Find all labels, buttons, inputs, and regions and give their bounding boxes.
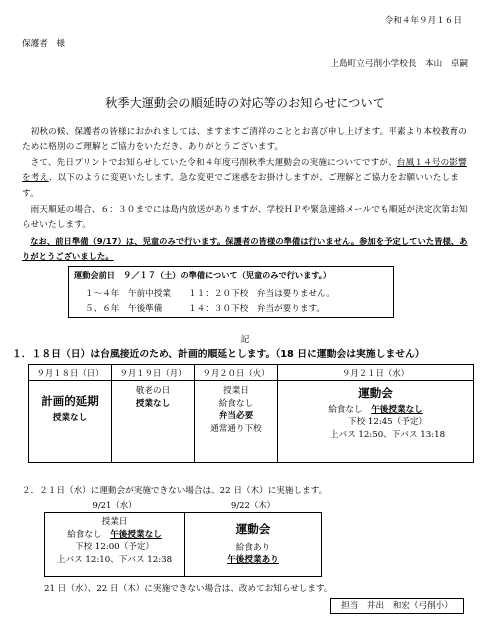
paragraph-prep-notice: なお、前日準備（9/17）は、児童のみで行います。保護者の皆様の準備は行いません。参加を予定していた皆様、ありがとうございました。 — [22, 236, 468, 262]
paragraph-rain: 雨天順延の場合、６：３０までには島内放送がありますが、学校ＨＰや緊急連絡メールでも順延が決定次第お知らせいたします。 — [22, 205, 468, 231]
date-cell-9-22: 9/22（木） — [231, 499, 275, 510]
schedule-body-row — [29, 381, 474, 463]
date-cell-18: ９月１８日（日） — [29, 365, 112, 381]
prep-line-1: １～４年 午前中授業 １１：２０下校 弁当は要りません。 — [85, 289, 335, 299]
prep-line-2: ５、６年 午後準備 １４：３０下校 弁当が要ります。 — [85, 304, 325, 314]
section2-note: 21 日（水）、22 日（木）に実施できない場合は、改めてお知らせします。 — [44, 584, 333, 594]
paragraph-greeting: 初秋の候、保護者の皆様におかれましては、ますますご清祥のこととお喜び申し上げます。平素より本校教育のために格別のご理解とご協力をいただき、ありがとうございます。 — [22, 127, 468, 153]
date-cell-19: ９月１９日（月） — [112, 365, 195, 381]
document-title: 秋季大運動会の順延時の対応等のお知らせについて — [105, 96, 385, 110]
plan-cell-19: 敬老の日 授業なし — [112, 381, 195, 463]
section2-heading: ２．２１日（水）に運動会が実施できない場合は、22 日（木）に実施します。 — [22, 486, 328, 496]
contact-box — [330, 598, 464, 614]
plan-cell-20: 授業日 給食なし 弁当必要 通常通り下校 — [195, 381, 278, 463]
typhoon-note: 台風１４号の影響を考え — [22, 158, 467, 184]
date-cell-9-21: 9/21（水） — [92, 499, 137, 510]
plan-cell-21: 運動会 給食なし 午後授業なし 下校 12:45（予定） 上バス 12:50、下バス 13:18 — [278, 381, 474, 463]
ki-mark: 記 — [240, 335, 250, 345]
plan-cell-18: 計画的延期 授業なし — [29, 381, 112, 463]
postpone-body-row — [45, 513, 322, 577]
prep-box-title: 運動会前日 ９／１７（土）の準備について（児童のみで行います。） — [74, 270, 332, 280]
recipient: 保護者 様 — [22, 39, 65, 49]
postpone-table — [44, 497, 322, 577]
schedule-header-row — [29, 365, 474, 381]
date-cell-20: ９月２０日（火） — [195, 365, 278, 381]
prep-box — [68, 266, 394, 318]
postpone-cell-22: 運動会 給食あり 午後授業あり — [185, 513, 322, 577]
schedule-table — [28, 364, 474, 463]
document-date: 令和４年９月１６日 — [384, 16, 462, 26]
postpone-cell-21: 授業日 給食なし 午後授業なし 下校 12:00（予定） 上バス 12:10、下バス 12:38 — [45, 513, 185, 577]
section1-heading: １．１８日（日）は台風接近のため、計画的順延とします。（18 日に運動会は実施しません） — [12, 349, 425, 360]
contact-text: 担当 井出 和宏（弓削小） — [341, 601, 453, 611]
postpone-header-row — [45, 497, 322, 513]
date-cell-21: ９月２１日（水） — [278, 365, 474, 381]
paragraph-change: さて、先日プリントでお知らせしていた令和４年度弓削秋季大運動会の実施についてですが、台風１４号の影響を考え、以下のように変更いたします。急な変更でご迷惑をお掛けしますが、ご理解とご協力をお願いいたします。 — [22, 158, 467, 199]
sender: 上島町立弓削小学校長 本山 卓嗣 — [330, 59, 468, 69]
